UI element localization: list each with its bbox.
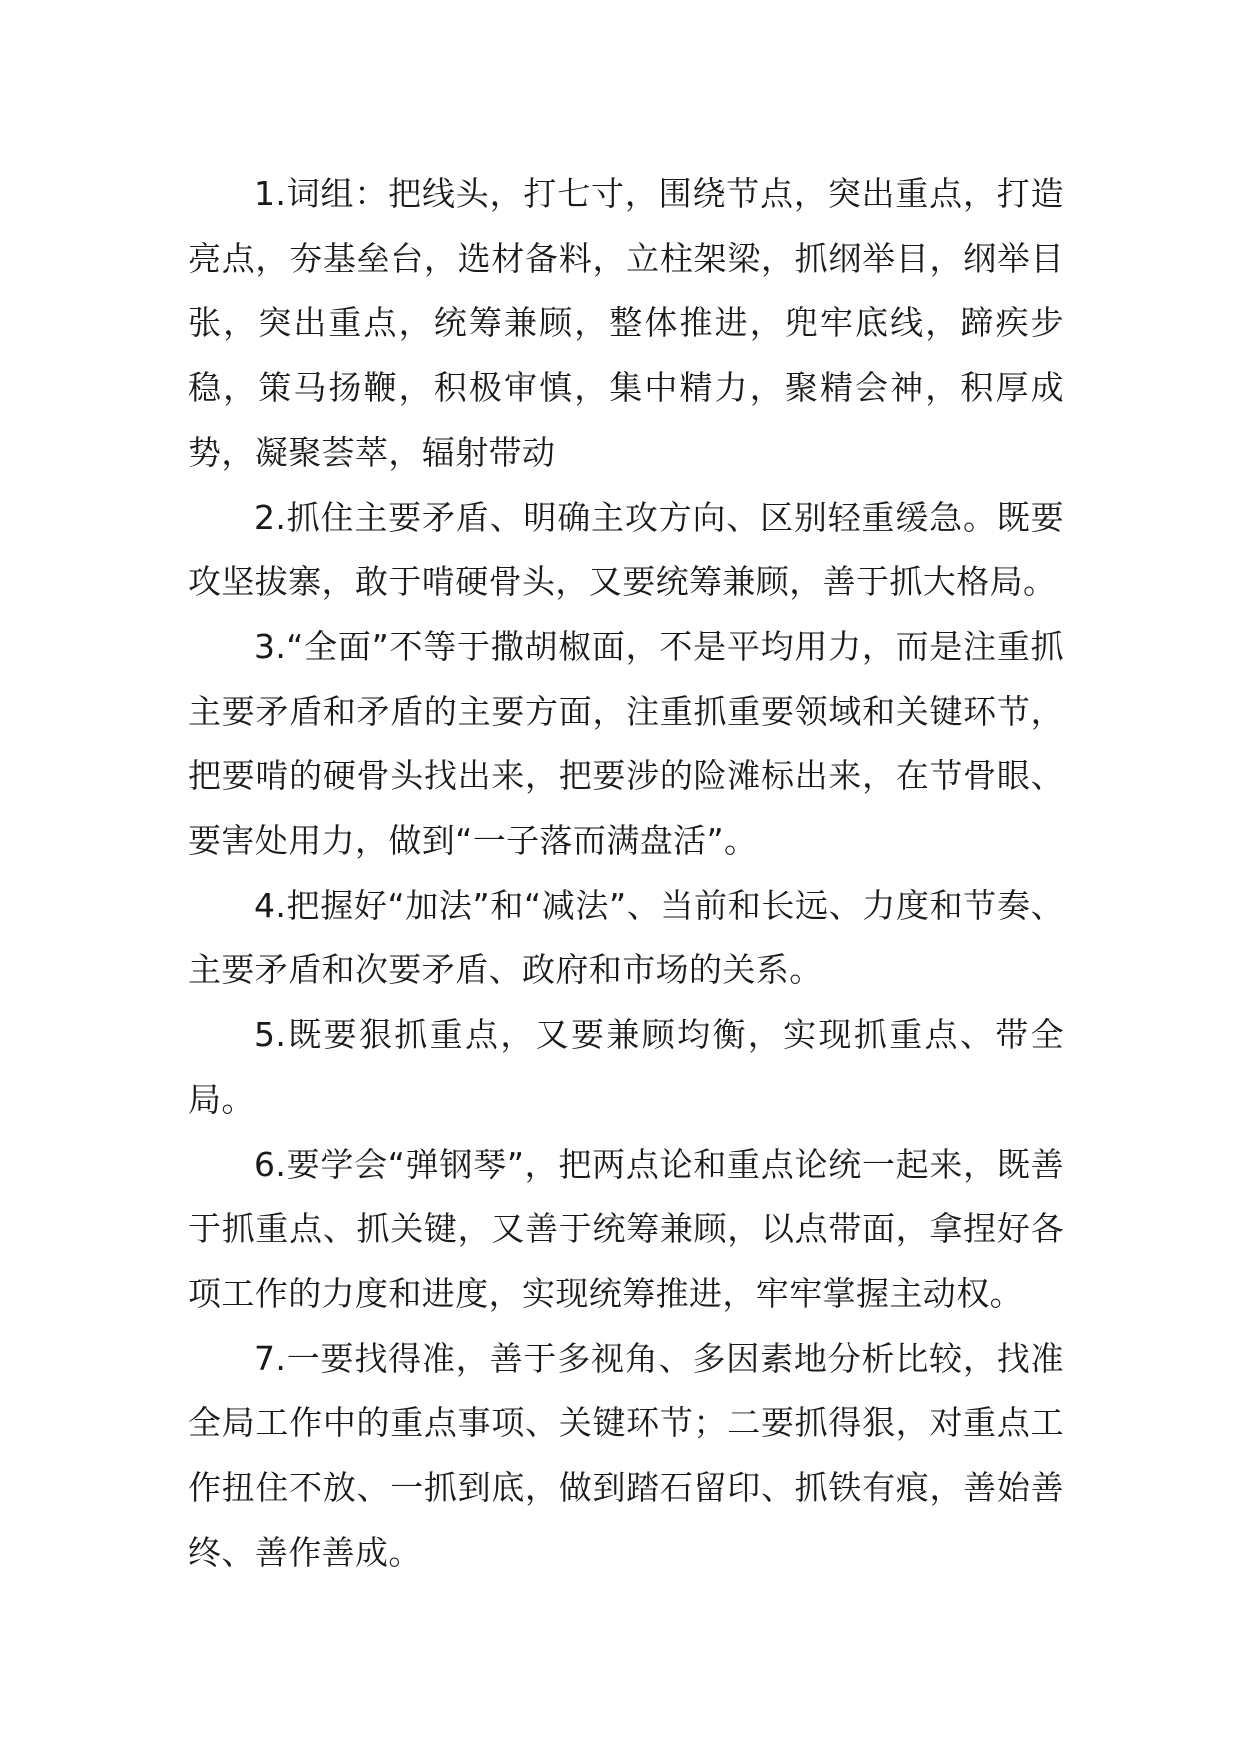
paragraph-7: 7.一要找得准，善于多视角、多因素地分析比较，找准全局工作中的重点事项、关键环节；二要抓得狠，对重点工作扭住不放、一抓到底，做到踏石留印、抓铁有痕，善始善终、善作善成。 (188, 1338, 1064, 1572)
paragraph-5: 5.既要狠抓重点，又要兼顾均衡，实现抓重点、带全局。 (188, 1015, 1064, 1119)
paragraph-4: 4.把握好“加法”和“减法”、当前和长远、力度和节奏、主要矛盾和次要矛盾、政府和市场的关系。 (188, 885, 1064, 990)
paragraph-2: 2.抓住主要矛盾、明确主攻方向、区别轻重缓急。既要攻坚拔寨，敢于啃硬骨头，又要统筹兼顾，善于抓大格局。 (188, 497, 1064, 602)
paragraph-1: 1.词组：把线头，打七寸，围绕节点，突出重点，打造亮点，夯基垒台，选材备料，立柱架梁，抓纲举目，纲举目张，突出重点，统筹兼顾，整体推进，兜牢底线，蹄疾步稳，策马扬鞭，积极审慎，集中精力，聚精会神，积厚成势，凝聚荟萃，辐射带动 (188, 174, 1064, 472)
paragraph-6: 6.要学会“弹钢琴”，把两点论和重点论统一起来，既善于抓重点、抓关键，又善于统筹兼顾，以点带面，拿捏好各项工作的力度和进度，实现统筹推进，牢牢掌握主动权。 (188, 1144, 1064, 1313)
paragraph-3: 3.“全面”不等于撒胡椒面，不是平均用力，而是注重抓主要矛盾和矛盾的主要方面，注重抓重要领域和关键环节，把要啃的硬骨头找出来，把要涉的险滩标出来，在节骨眼、要害处用力，做到“一子落而满盘活”。 (188, 626, 1064, 861)
document-body (188, 162, 1064, 1585)
